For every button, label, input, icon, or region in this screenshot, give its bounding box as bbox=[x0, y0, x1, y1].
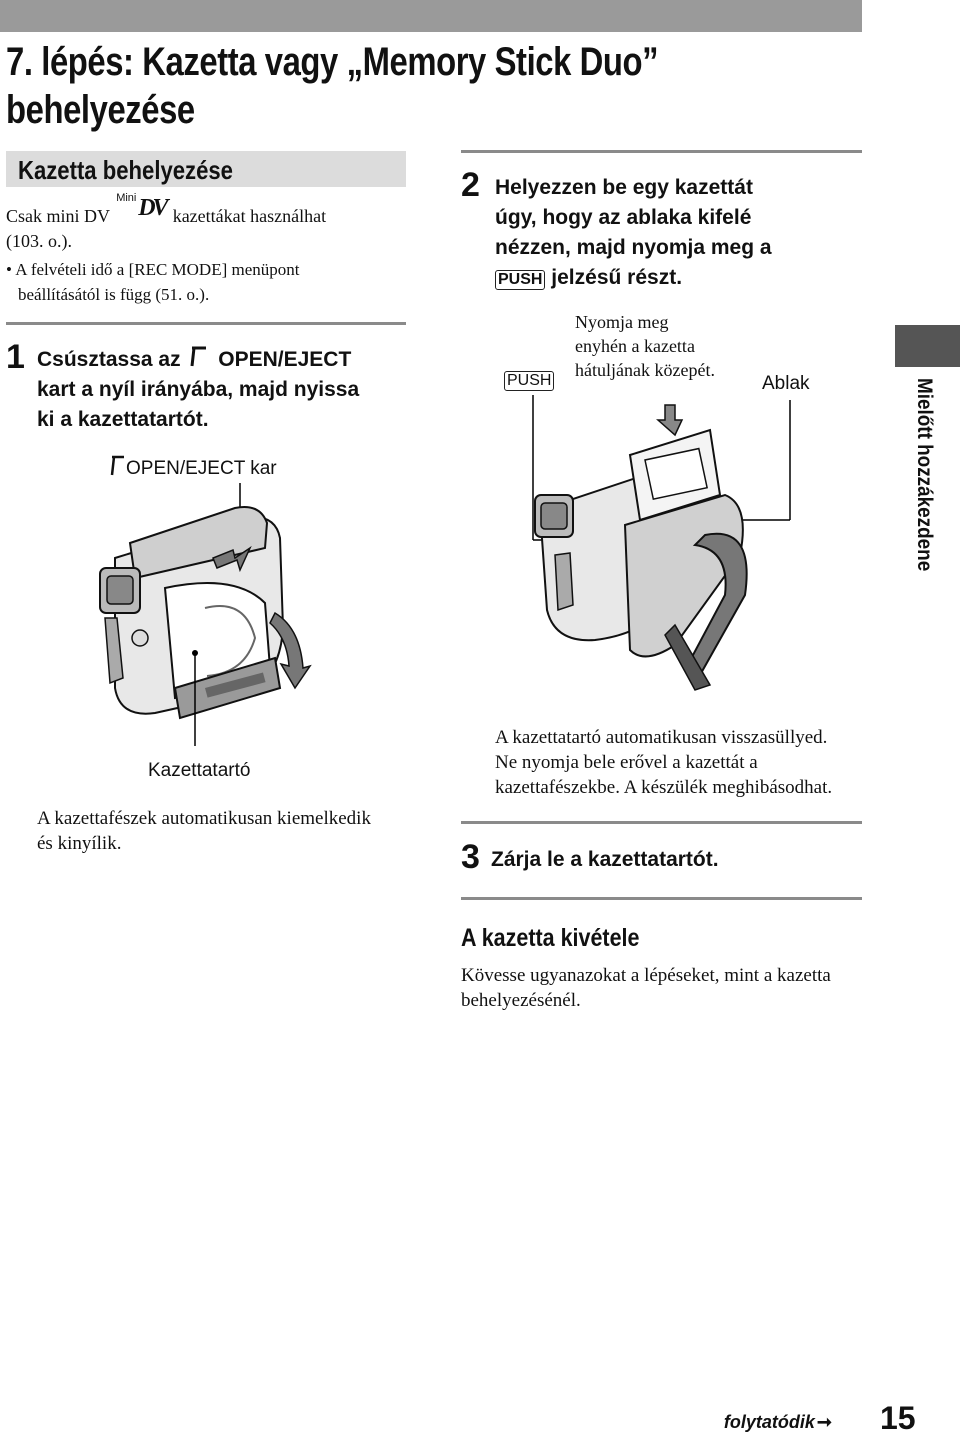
callout-window: Ablak bbox=[762, 373, 810, 394]
chapter-tab-label: Mielőtt hozzákezdene bbox=[913, 378, 936, 572]
divider bbox=[6, 322, 406, 325]
step-2-instruction: Helyezzen be egy kazettát úgy, hogy az ablaka kifelé nézzen, majd nyomja meg a PUSH jelzésű részt. bbox=[495, 176, 772, 289]
chapter-tab-marker bbox=[895, 325, 960, 367]
bullet-note: • A felvételi idő a [REC MODE] menüpont beállításától is függ (51. o.). bbox=[6, 260, 300, 304]
intro-text: Csak mini DV Mini DV kazettákat használhat (103. o.). bbox=[6, 192, 327, 251]
step-number-2: 2 bbox=[461, 166, 480, 204]
callout-push: PUSH bbox=[504, 371, 554, 391]
camcorder-insert-illustration bbox=[525, 395, 795, 695]
push-label: PUSH bbox=[495, 270, 545, 290]
section-heading-remove: A kazetta kivétele bbox=[461, 924, 640, 952]
step-number-3: 3 bbox=[461, 838, 480, 876]
step-2-note: A kazettatartó automatikusan visszasüllyed. Ne nyomja bele erővel a kazettát a kazettafészekbe. A készülék meghibásodhat. bbox=[495, 727, 833, 798]
page-title: 7. lépés: Kazetta vagy „Memory Stick Duo” behelyezése bbox=[6, 40, 659, 132]
divider bbox=[461, 150, 862, 153]
step-1-instruction: Csúsztassa az OPEN/EJECT kart a nyíl irányába, majd nyissa ki a kazettatartót. bbox=[37, 348, 360, 431]
continued-label: folytatódik ➞ bbox=[723, 1412, 832, 1432]
step-3-instruction: Zárja le a kazettatartót. bbox=[491, 848, 719, 871]
callout-cassette-holder: Kazettatartó bbox=[148, 760, 251, 781]
mini-dv-logo: Mini DV bbox=[116, 192, 166, 221]
callout-openeject-lever: OPEN/EJECT kar bbox=[110, 455, 277, 480]
callout-press-center: Nyomja meg enyhén a kazetta hátuljának közepét. bbox=[575, 312, 715, 380]
lightning-icon bbox=[190, 346, 208, 368]
remove-instruction: Kövesse ugyanazokat a lépéseket, mint a kazetta behelyezésénél. bbox=[461, 965, 831, 1011]
page-number: 15 bbox=[880, 1400, 916, 1436]
divider bbox=[461, 897, 862, 900]
step-number-1: 1 bbox=[6, 338, 25, 376]
top-banner bbox=[0, 0, 862, 32]
step-1-note: A kazettafészek automatikusan kiemelkedik és kinyílik. bbox=[37, 808, 371, 854]
divider bbox=[461, 821, 862, 824]
section-heading-insert: Kazetta behelyezése bbox=[6, 151, 406, 187]
camcorder-open-illustration bbox=[95, 478, 335, 748]
arrow-right-icon: ➞ bbox=[816, 1412, 832, 1432]
lightning-icon bbox=[110, 455, 126, 477]
